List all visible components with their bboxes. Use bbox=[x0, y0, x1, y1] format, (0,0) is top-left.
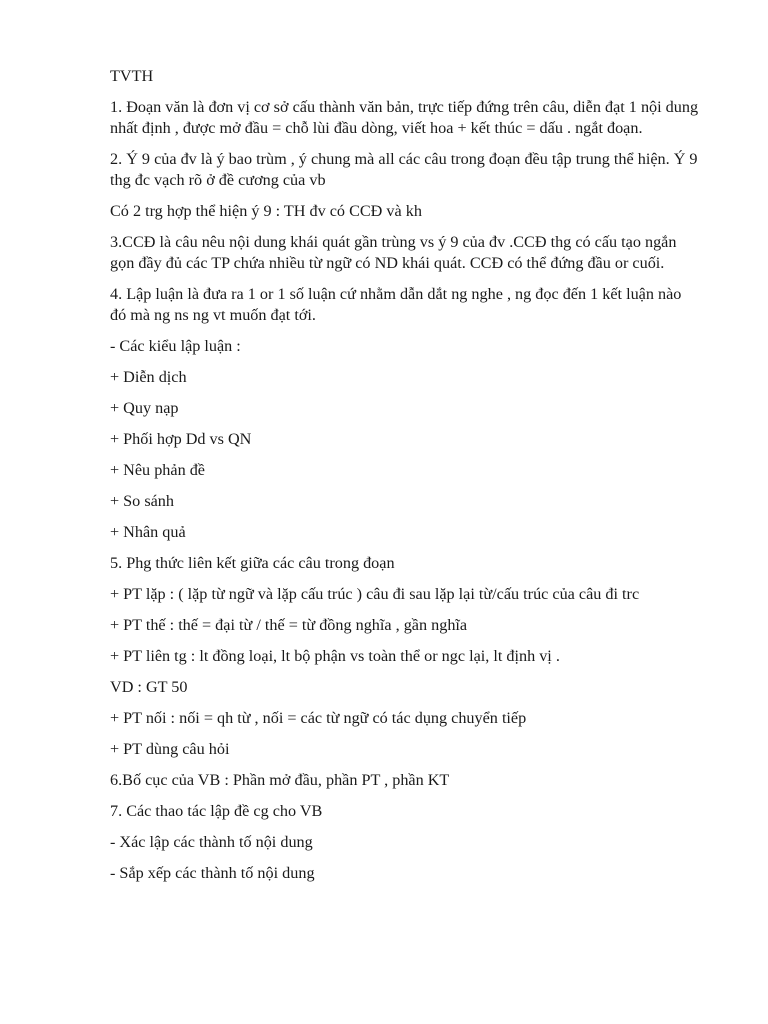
list-item: + Nhân quả bbox=[110, 523, 186, 541]
paragraph: 7. Các thao tác lập đề cg cho VB bbox=[110, 802, 323, 820]
paragraph: 3.CCĐ là câu nêu nội dung khái quát gần trùng vs ý 9 của đv .CCĐ thg có cấu tạo ngắn gọn đầy đủ các TP chứa nhiều từ ngữ có ND khái quát. CCĐ có thể đứng đầu or cuối. bbox=[110, 233, 677, 272]
list-item: + PT nối : nối = qh từ , nối = các từ ngữ có tác dụng chuyển tiếp bbox=[110, 709, 527, 727]
paragraph: 4. Lập luận là đưa ra 1 or 1 số luận cứ nhằm dẫn dắt ng nghe , ng đọc đến 1 kết luận nào đó mà ng ns ng vt muốn đạt tới. bbox=[110, 285, 682, 324]
list-heading: - Các kiểu lập luận : bbox=[110, 337, 241, 355]
list-item: + PT liên tg : lt đồng loại, lt bộ phận vs toàn thể or ngc lại, lt định vị . bbox=[110, 647, 560, 665]
list-item: + Phối hợp Dd vs QN bbox=[110, 430, 252, 448]
list-item: + PT thế : thế = đại từ / thế = từ đồng nghĩa , gần nghĩa bbox=[110, 616, 468, 634]
list-item: + Nêu phản đề bbox=[110, 461, 205, 479]
list-item: + PT dùng câu hỏi bbox=[110, 740, 230, 758]
list-item: + So sánh bbox=[110, 492, 174, 510]
example-line: VD : GT 50 bbox=[110, 678, 188, 696]
paragraph: 5. Phg thức liên kết giữa các câu trong đoạn bbox=[110, 554, 395, 572]
paragraph: 2. Ý 9 của đv là ý bao trùm , ý chung mà all các câu trong đoạn đều tập trung thể hiện. Ý 9 thg đc vạch rõ ở đề cương của vb bbox=[110, 150, 698, 189]
paragraph: 1. Đoạn văn là đơn vị cơ sở cấu thành văn bản, trực tiếp đứng trên câu, diễn đạt 1 nội dung nhất định , được mở đầu = chỗ lùi đầu dòng, viết hoa + kết thúc = dấu . ngắt đoạn. bbox=[110, 98, 699, 137]
paragraph: Có 2 trg hợp thể hiện ý 9 : TH đv có CCĐ và kh bbox=[110, 202, 422, 220]
list-item: - Xác lập các thành tố nội dung bbox=[110, 833, 313, 851]
list-item: + Diễn dịch bbox=[110, 368, 187, 386]
paragraph: 6.Bố cục của VB : Phần mở đầu, phần PT , phần KT bbox=[110, 771, 450, 789]
list-item: - Sắp xếp các thành tố nội dung bbox=[110, 864, 315, 882]
doc-title: TVTH bbox=[110, 67, 154, 85]
list-item: + PT lặp : ( lặp từ ngữ và lặp cấu trúc ) câu đi sau lặp lại từ/cấu trúc của câu đi trc bbox=[110, 585, 640, 603]
document-page bbox=[110, 66, 700, 894]
list-item: + Quy nạp bbox=[110, 399, 179, 417]
